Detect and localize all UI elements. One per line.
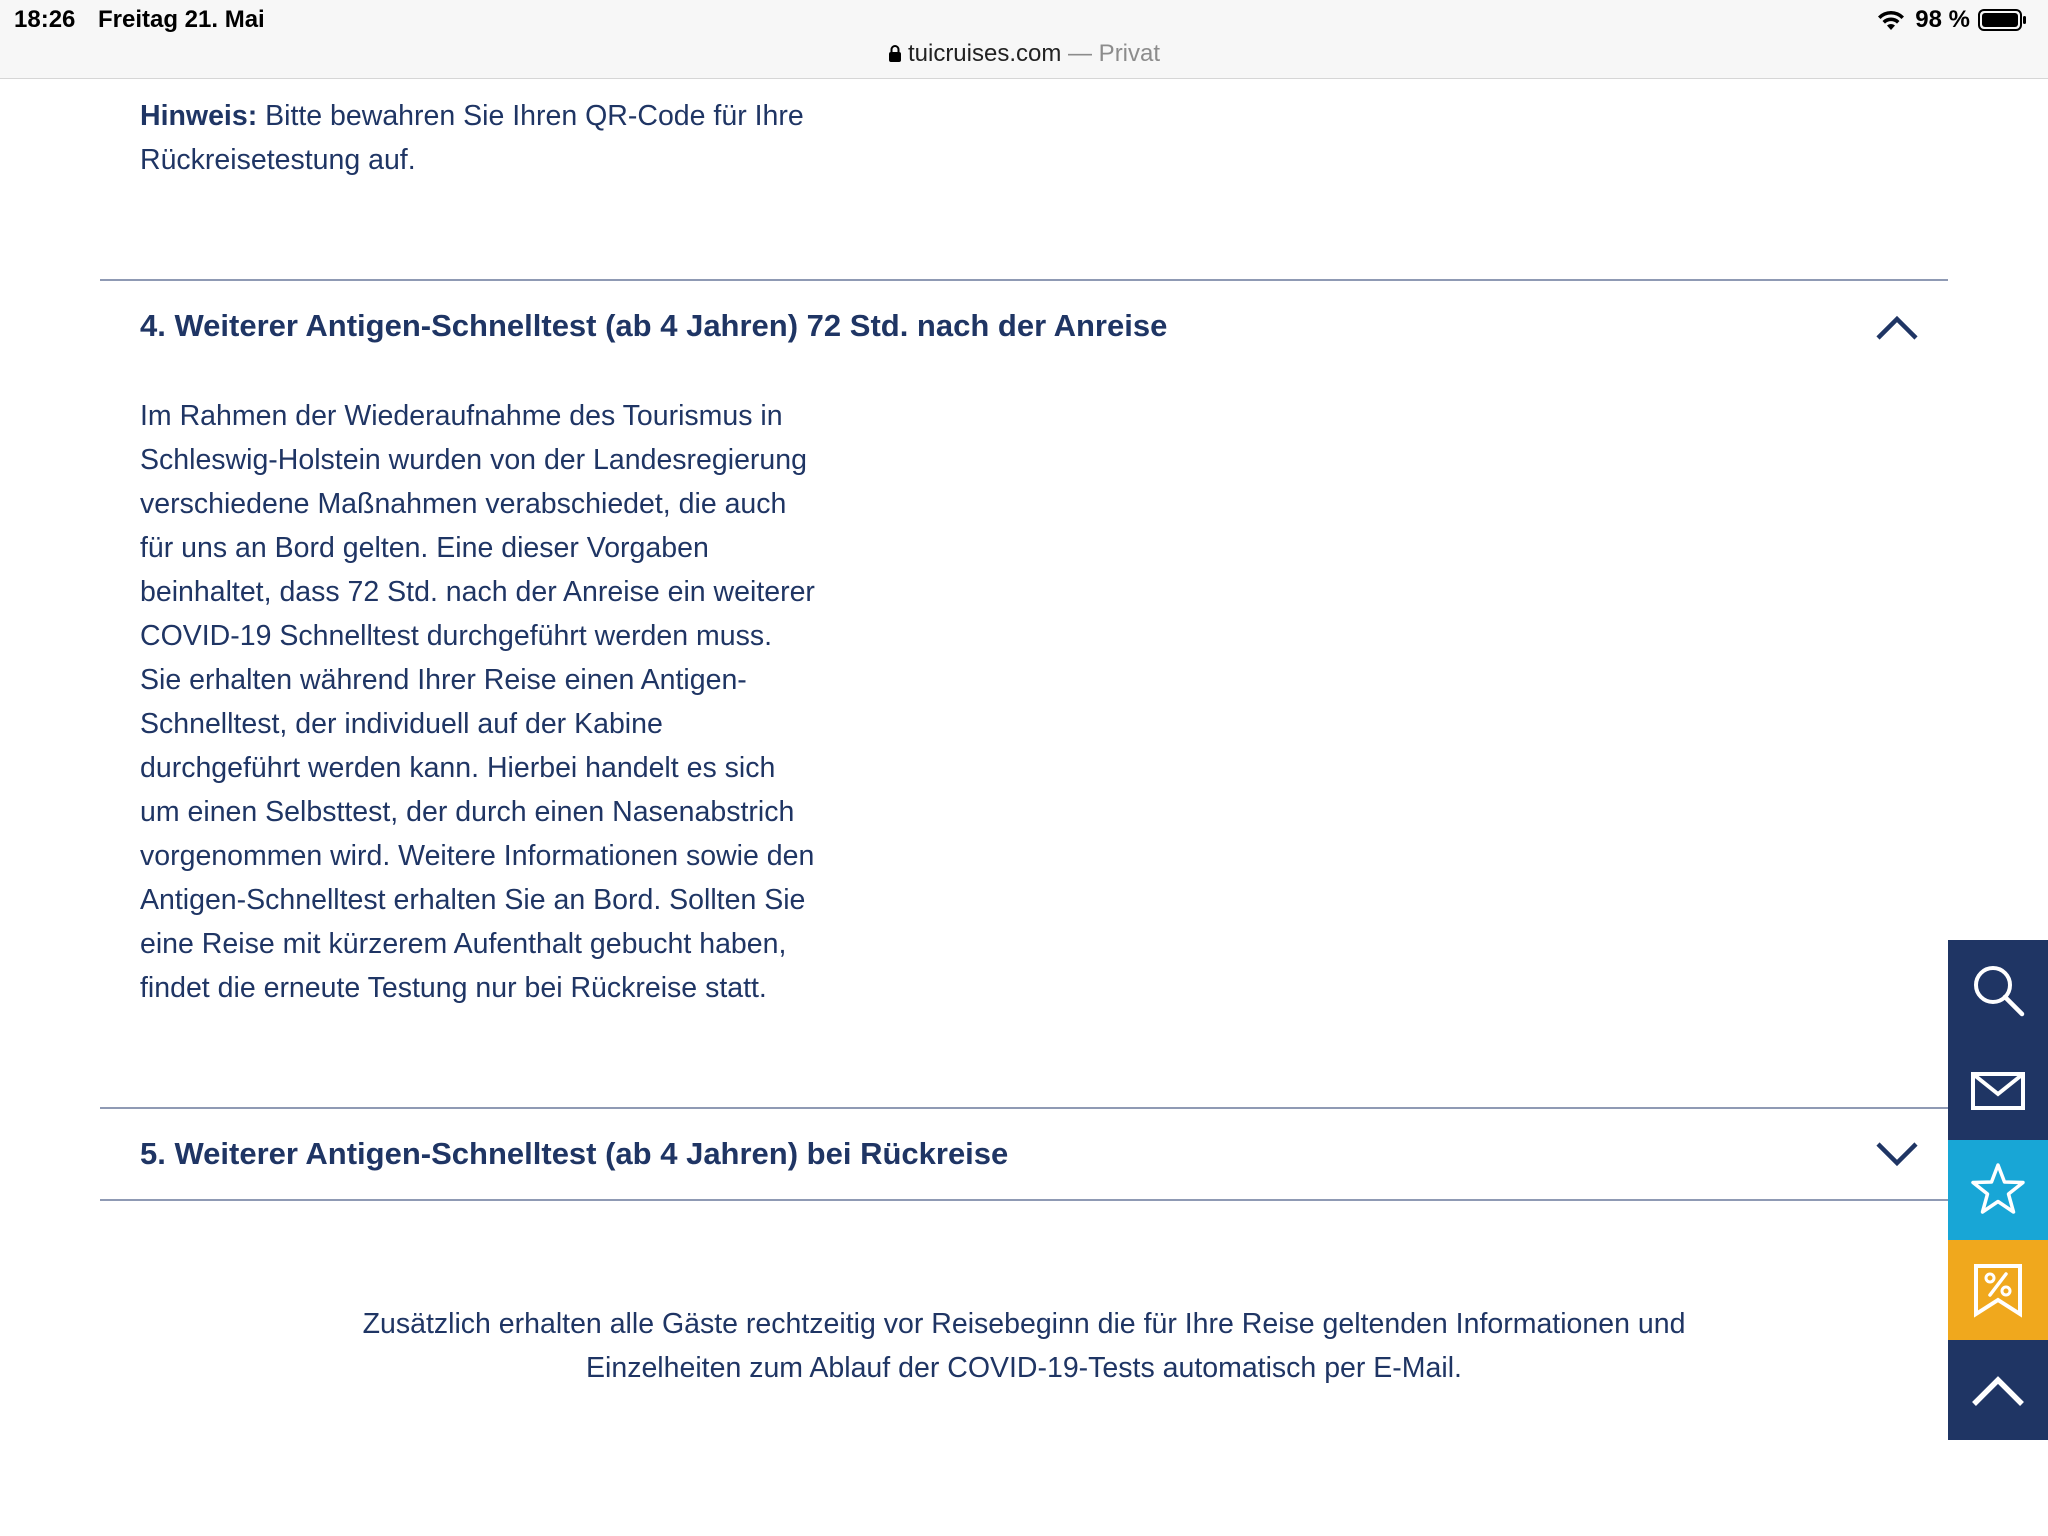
url-bar[interactable] xyxy=(0,40,2048,68)
url-domain: tuicruises.com xyxy=(907,40,1062,67)
contact-mail-button[interactable] xyxy=(1948,1040,2048,1140)
status-indicators xyxy=(1875,6,2028,34)
divider xyxy=(100,279,1948,281)
status-date: Freitag 21. Mai xyxy=(98,6,265,33)
side-toolbar xyxy=(1948,940,2048,1440)
status-time: 18:26 xyxy=(14,6,76,33)
divider xyxy=(100,1107,1948,1109)
mail-icon xyxy=(1968,1060,2028,1120)
battery-percentage: 98 % xyxy=(1915,6,1970,33)
footer-note: Zusätzlich erhalten alle Gäste rechtzeitig vor Reisebeginn die für Ihre Reise geltenden Informationen und Einzelheiten zum Ablauf der COVID-19-Tests automatisch per E-Mail. xyxy=(362,1308,1686,1384)
accordion-title-section-5[interactable]: 5. Weiterer Antigen-Schnelltest (ab 4 Jahren) bei Rückreise xyxy=(140,1136,1009,1171)
search-icon xyxy=(1968,960,2028,1020)
hint-label: Hinweis: xyxy=(140,100,258,132)
chevron-up-icon xyxy=(1968,1360,2028,1420)
chevron-up-icon[interactable] xyxy=(1874,314,1920,342)
divider xyxy=(100,1199,1948,1201)
search-button[interactable] xyxy=(1948,940,2048,1040)
percent-tag-icon xyxy=(1968,1260,2028,1320)
ios-status-bar xyxy=(0,0,2048,79)
qr-code-hint xyxy=(140,94,820,182)
url-privacy-label: — Privat xyxy=(1068,40,1161,67)
accordion-title-section-4[interactable]: 4. Weiterer Antigen-Schnelltest (ab 4 Jahren) 72 Std. nach der Anreise xyxy=(140,308,1168,343)
accordion-body-section-4: Im Rahmen der Wiederaufnahme des Tourismus in Schleswig-Holstein wurden von der Landesregierung verschiedene Maßnahmen verabschiedet, die auch für uns an Bord gelten. Eine dieser Vorgaben beinhaltet, dass 72 Std. nach der Anreise ein weiterer COVID-19 Schnelltest durchgeführt werden muss. Sie erhalten während Ihrer Reise einen Antigen-Schnelltest, der individuell auf der Kabine durchgeführt werden kann. Hierbei handelt es sich um einen Selbsttest, der durch einen Nasenabstrich vorgenommen wird. Weitere Informationen sowie den Antigen-Schnelltest erhalten Sie an Bord. Sollten Sie eine Reise mit kürzerem Aufenthalt gebucht haben, findet die erneute Testung nur bei Rückreise statt. xyxy=(140,400,815,1004)
chevron-down-icon[interactable] xyxy=(1874,1140,1920,1168)
battery-icon xyxy=(1978,8,2028,32)
scroll-top-button[interactable] xyxy=(1948,1340,2048,1440)
star-icon xyxy=(1968,1160,2028,1220)
lock-icon xyxy=(888,44,902,62)
offers-button[interactable] xyxy=(1948,1240,2048,1340)
wifi-icon xyxy=(1875,8,1907,32)
watchlist-button[interactable] xyxy=(1948,1140,2048,1240)
hint-text: Bitte bewahren Sie Ihren QR-Code für Ihre Rückreisetestung auf. xyxy=(140,100,804,176)
